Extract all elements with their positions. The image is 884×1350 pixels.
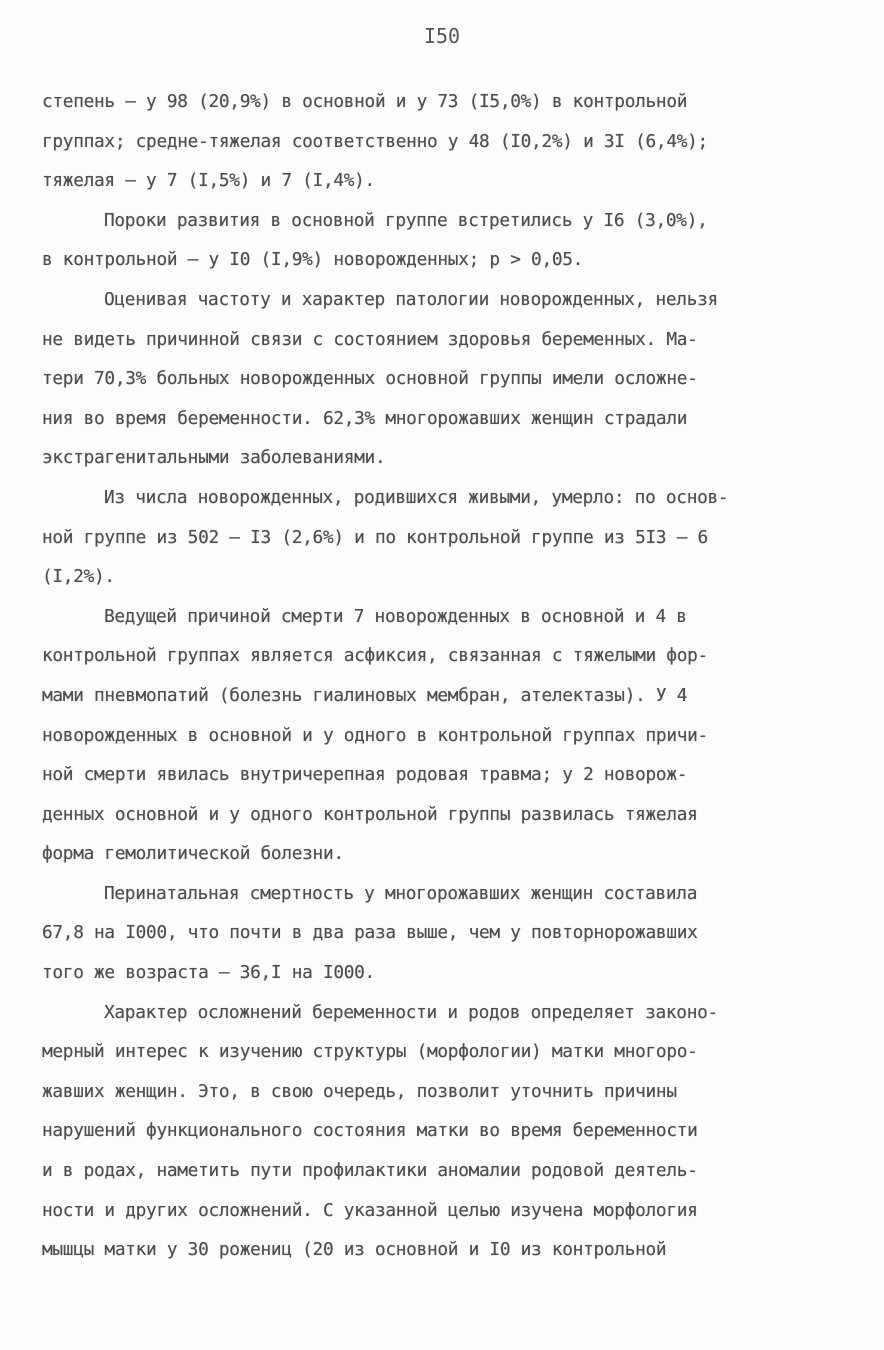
- text-line: (I,2%).: [42, 566, 115, 588]
- text-line: нарушений функционального состояния матки во время беременности: [42, 1120, 698, 1142]
- text-line: и в родах, наметить пути профилактики аномалии родовой деятель-: [42, 1160, 698, 1182]
- text-line: степень – у 98 (20,9%) в основной и у 73 (I5,0%) в контрольной: [42, 91, 688, 112]
- text-line: мышцы матки у 30 рожениц (20 из основной и I0 из контрольной: [42, 1239, 667, 1261]
- text-line: ной группе из 502 – I3 (2,6%) и по контрольной группе из 5I3 – 6: [42, 526, 708, 548]
- text-line: в контрольной – у I0 (I,9%) новорожденных; p > 0,05.: [42, 249, 584, 271]
- text-line: Перинатальная смертность у многорожавших женщин составила: [104, 882, 698, 904]
- text-line: мерный интерес к изучению структуры (морфологии) матки многоро-: [42, 1041, 698, 1063]
- text-line: Из числа новорожденных, родившихся живыми, умерло: по основ-: [104, 486, 729, 508]
- text-line: Оценивая частоту и характер патологии новорожденных, нельзя: [104, 288, 718, 310]
- text-line: не видеть причинной связи с состоянием здоровья беременных. Ма-: [42, 328, 698, 350]
- text-line: Ведущей причиной смерти 7 новорожденных в основной и 4 в: [104, 605, 687, 627]
- text-line: Пороки развития в основной группе встретились у I6 (3,0%),: [104, 209, 708, 231]
- text-line: жавших женщин. Это, в свою очередь, позволит уточнить причины: [42, 1080, 677, 1102]
- text-line: ности и других осложнений. С указанной целью изучена морфология: [42, 1199, 698, 1221]
- text-line: мами пневмопатий (болезнь гиалиновых мембран, ателектазы). У 4: [42, 684, 688, 706]
- text-line: форма гемолитической болезни.: [42, 843, 344, 865]
- text-line: денных основной и у одного контрольной группы развилась тяжелая: [42, 803, 698, 825]
- text-line: 67,8 на I000, что почти в два раза выше, чем у повторнорожавших: [42, 922, 698, 944]
- text-line: контрольной группах является асфиксия, связанная с тяжелыми фор-: [42, 645, 708, 667]
- text-line: ной смерти явилась внутричерепная родовая травма; у 2 новорож-: [42, 764, 688, 786]
- text-line: тери 70,3% больных новорожденных основной группы имели осложне-: [42, 368, 698, 390]
- text-line: экстрагенитальными заболеваниями.: [42, 447, 386, 469]
- text-line: ния во время беременности. 62,3% многорожавших женщин страдали: [42, 407, 688, 429]
- page-number: I50: [423, 24, 461, 48]
- text-line: группах; средне-тяжелая соответственно у 48 (I0,2%) и 3I (6,4%);: [42, 130, 708, 152]
- text-line: новорожденных в основной и у одного в контрольной группах причи-: [42, 724, 708, 746]
- text-line: тяжелая – у 7 (I,5%) и 7 (I,4%).: [42, 170, 375, 192]
- text-line: того же возраста – 36,I на I000.: [42, 962, 375, 984]
- text-line: Характер осложнений беременности и родов определяет законо-: [104, 1001, 718, 1023]
- body-text: [42, 82, 852, 1270]
